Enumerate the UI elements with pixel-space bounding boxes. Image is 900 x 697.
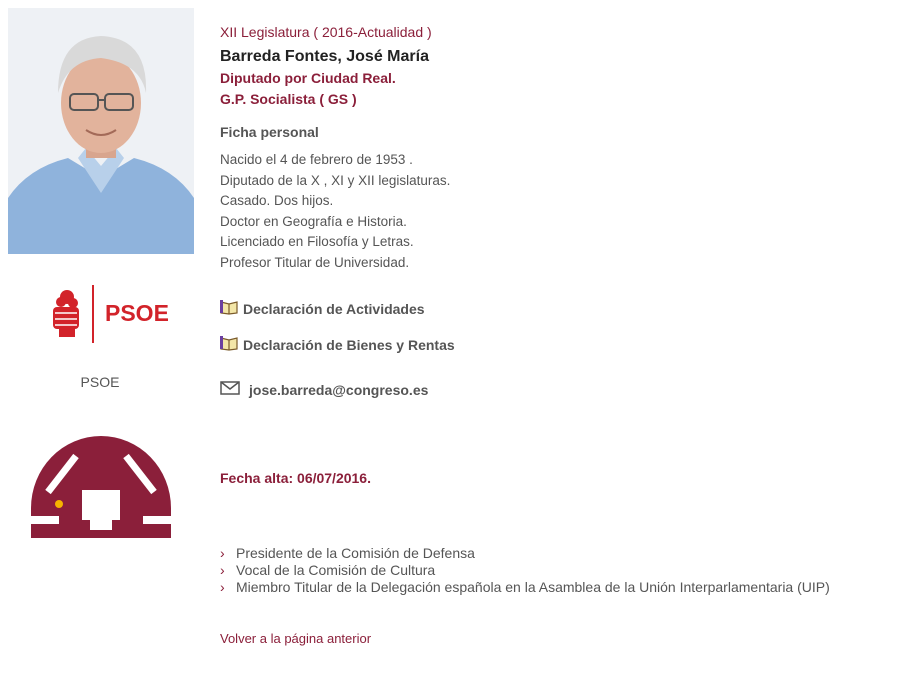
chevron-right-icon: › [220, 562, 225, 578]
diputado-por: Diputado por Ciudad Real. [220, 70, 396, 86]
envelope-icon [220, 381, 240, 398]
email-link[interactable] [220, 381, 428, 398]
list-item [220, 579, 860, 596]
declaracion-bienes-label: Declaración de Bienes y Rentas [243, 336, 455, 353]
psoe-logo-text: PSOE [105, 300, 168, 326]
deputy-name: Barreda Fontes, José María [220, 48, 429, 65]
cargo-text: Presidente de la Comisión de Defensa [236, 545, 475, 561]
back-link[interactable]: Volver a la página anterior [220, 631, 372, 646]
declaracion-actividades-link[interactable] [219, 299, 425, 318]
deputy-photo [8, 8, 194, 254]
ficha-line: Casado. Dos hijos. [220, 193, 334, 208]
ficha-line: Doctor en Geografía e Historia. [220, 213, 407, 229]
party-name: PSOE [80, 374, 120, 390]
cargos-list [220, 545, 860, 596]
psoe-logo [48, 283, 168, 345]
ficha-personal-title: Ficha personal [220, 124, 319, 140]
ficha-line: Profesor Titular de Universidad. [220, 254, 410, 270]
declaracion-bienes-link[interactable] [219, 335, 455, 354]
ficha-line: Diputado de la X , XI y XII legislaturas. [220, 172, 451, 188]
fecha-alta: Fecha alta: 06/07/2016. [220, 470, 371, 486]
grupo-parlamentario: G.P. Socialista ( GS ) [220, 91, 357, 107]
list-item [220, 562, 860, 579]
ficha-line: Nacido el 4 de febrero de 1953 . [220, 152, 413, 167]
book-icon [219, 335, 239, 354]
chevron-right-icon: › [220, 545, 225, 561]
cargo-text: Miembro Titular de la Delegación española en la Asamblea de la Unión Interparlamentaria (UIP) [236, 579, 830, 595]
book-icon [219, 299, 239, 318]
congreso-emblem [28, 432, 174, 540]
chevron-right-icon: › [220, 579, 225, 595]
declaracion-actividades-label: Declaración de Actividades [243, 300, 425, 317]
legislatura: XII Legislatura ( 2016-Actualidad ) [220, 24, 432, 40]
ficha-personal [220, 150, 450, 273]
list-item [220, 545, 860, 562]
cargo-text: Vocal de la Comisión de Cultura [236, 562, 436, 578]
email-address: jose.barreda@congreso.es [249, 381, 429, 398]
ficha-line: Licenciado en Filosofía y Letras. [220, 234, 414, 249]
